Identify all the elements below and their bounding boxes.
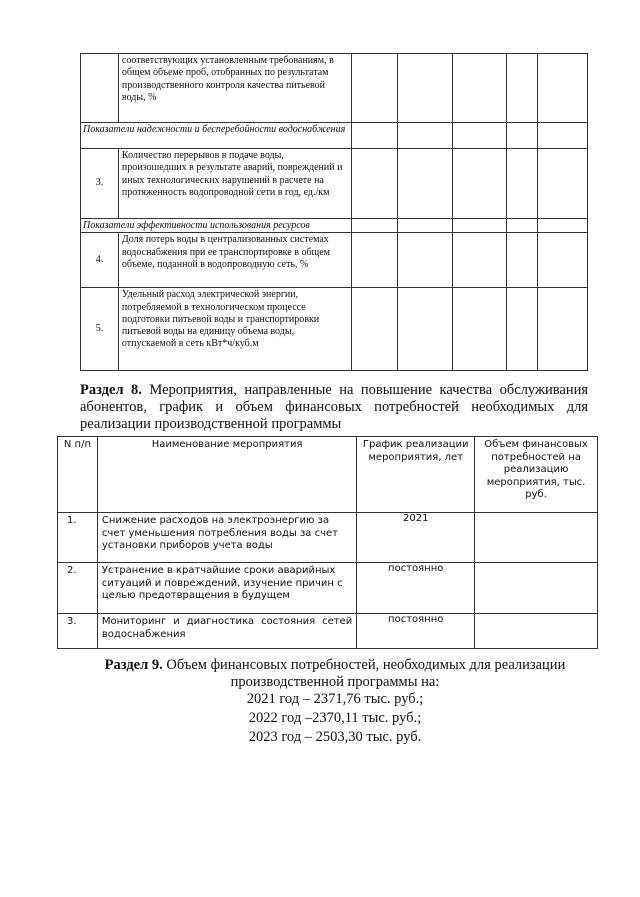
header-num: N п/п	[58, 437, 98, 513]
section-9-label: Раздел 9.	[104, 657, 163, 673]
measure-schedule: постоянно	[357, 614, 475, 649]
indicator-number: 4.	[81, 233, 119, 288]
finance-year-2023: 2023 год – 2503,30 тыс. руб.	[248, 729, 422, 745]
header-name: Наименование мероприятия	[97, 437, 356, 513]
indicator-number: 3.	[81, 149, 119, 219]
indicator-text: Доля потерь воды в централизованных системах водоснабжения при ее транспортировке в общем объеме, поданной в водопроводную сеть, %	[118, 233, 351, 288]
measure-finance	[475, 614, 598, 649]
header-finance: Объем финансовых потребностей на реализацию мероприятия, тыс. руб.	[475, 437, 598, 513]
table-cell	[507, 233, 538, 288]
measure-name: Снижение расходов на электроэнергию за счет уменьшения потребления воды за счет установки приборов учета воды	[97, 513, 356, 563]
table-cell	[453, 219, 507, 233]
table-row	[58, 563, 598, 614]
section-8-text: Мероприятия, направленные на повышение качества обслуживания абонентов, график и объем финансовых потребностей необходимых для реализации производственной программы	[80, 382, 589, 432]
measure-name: Мониторинг и диагностика состояния сетей водоснабжения	[97, 614, 356, 649]
section-title-reliability: Показатели надежности и бесперебойности водоснабжения	[81, 123, 352, 149]
table-cell	[398, 149, 453, 219]
section-title-efficiency: Показатели эффективности использования ресурсов	[81, 219, 352, 233]
table-cell	[538, 219, 588, 233]
measure-finance	[475, 513, 598, 563]
section-9-text-line1: Объем финансовых потребностей, необходимых для реализации	[166, 657, 566, 673]
table-cell	[398, 233, 453, 288]
table-cell	[538, 54, 588, 123]
measure-number: 1.	[58, 513, 98, 563]
table-cell	[538, 123, 588, 149]
table-cell	[453, 233, 507, 288]
table-cell	[453, 123, 507, 149]
finance-year-2021: 2021 год – 2371,76 тыс. руб.;	[246, 691, 424, 707]
indicator-text: Количество перерывов в подаче воды, произошедших в результате аварий, повреждений и иных технологических нарушений в расчете на протяженность водопроводной сети в год, ед./км	[118, 149, 351, 219]
table-cell	[351, 233, 398, 288]
indicator-number	[81, 54, 119, 123]
section-8-label: Раздел 8.	[80, 382, 142, 398]
header-schedule: График реализации мероприятия, лет	[357, 437, 475, 513]
table-cell	[538, 149, 588, 219]
indicator-row-3	[81, 149, 588, 219]
table-row	[58, 614, 598, 649]
section-9-heading-line1	[70, 657, 600, 674]
measure-schedule: постоянно	[357, 563, 475, 614]
table-cell	[538, 288, 588, 371]
measure-finance	[475, 563, 598, 614]
table-cell	[398, 288, 453, 371]
measure-name: Устранение в кратчайшие сроки аварийных ситуаций и повреждений, изучение причин с целью предотвращения в будущем	[97, 563, 356, 614]
table-cell	[398, 123, 453, 149]
table-row	[58, 513, 598, 563]
table-cell	[351, 54, 398, 123]
measures-table	[57, 436, 598, 649]
table-cell	[453, 288, 507, 371]
measure-number: 3.	[58, 614, 98, 649]
indicator-row-5	[81, 288, 588, 371]
section-8-heading	[80, 382, 588, 433]
indicator-row-4	[81, 233, 588, 288]
table-cell	[538, 233, 588, 288]
indicators-table	[80, 53, 588, 371]
section-row-reliability	[81, 123, 588, 149]
table-cell	[507, 123, 538, 149]
table-cell	[507, 149, 538, 219]
table-cell	[351, 149, 398, 219]
section-9-text-line2: производственной программы на:	[230, 673, 440, 690]
table-cell	[453, 54, 507, 123]
table-cell	[507, 219, 538, 233]
table-cell	[398, 54, 453, 123]
measure-number: 2.	[58, 563, 98, 614]
table-cell	[453, 149, 507, 219]
finance-year-2022: 2022 год –2370,11 тыс. руб.;	[248, 710, 422, 726]
table-cell	[351, 288, 398, 371]
section-row-efficiency	[81, 219, 588, 233]
indicator-text: соответствующих установленным требованиям, в общем объеме проб, отобранных по результатам производственного контроля качества питьевой воды, %	[118, 54, 351, 123]
section-9	[70, 657, 600, 747]
indicator-row-quality	[81, 54, 588, 123]
table-cell	[507, 54, 538, 123]
indicator-text: Удельный расход электрической энергии, потребляемой в технологическом процессе подготовки питьевой воды и транспортировки питьевой воды на единицу объема воды, отпускаемой в сеть кВт*ч/куб.м	[118, 288, 351, 371]
measure-schedule: 2021	[357, 513, 475, 563]
measures-header-row	[58, 437, 598, 513]
table-cell	[351, 219, 398, 233]
table-cell	[507, 288, 538, 371]
table-cell	[351, 123, 398, 149]
table-cell	[398, 219, 453, 233]
indicator-number: 5.	[81, 288, 119, 371]
